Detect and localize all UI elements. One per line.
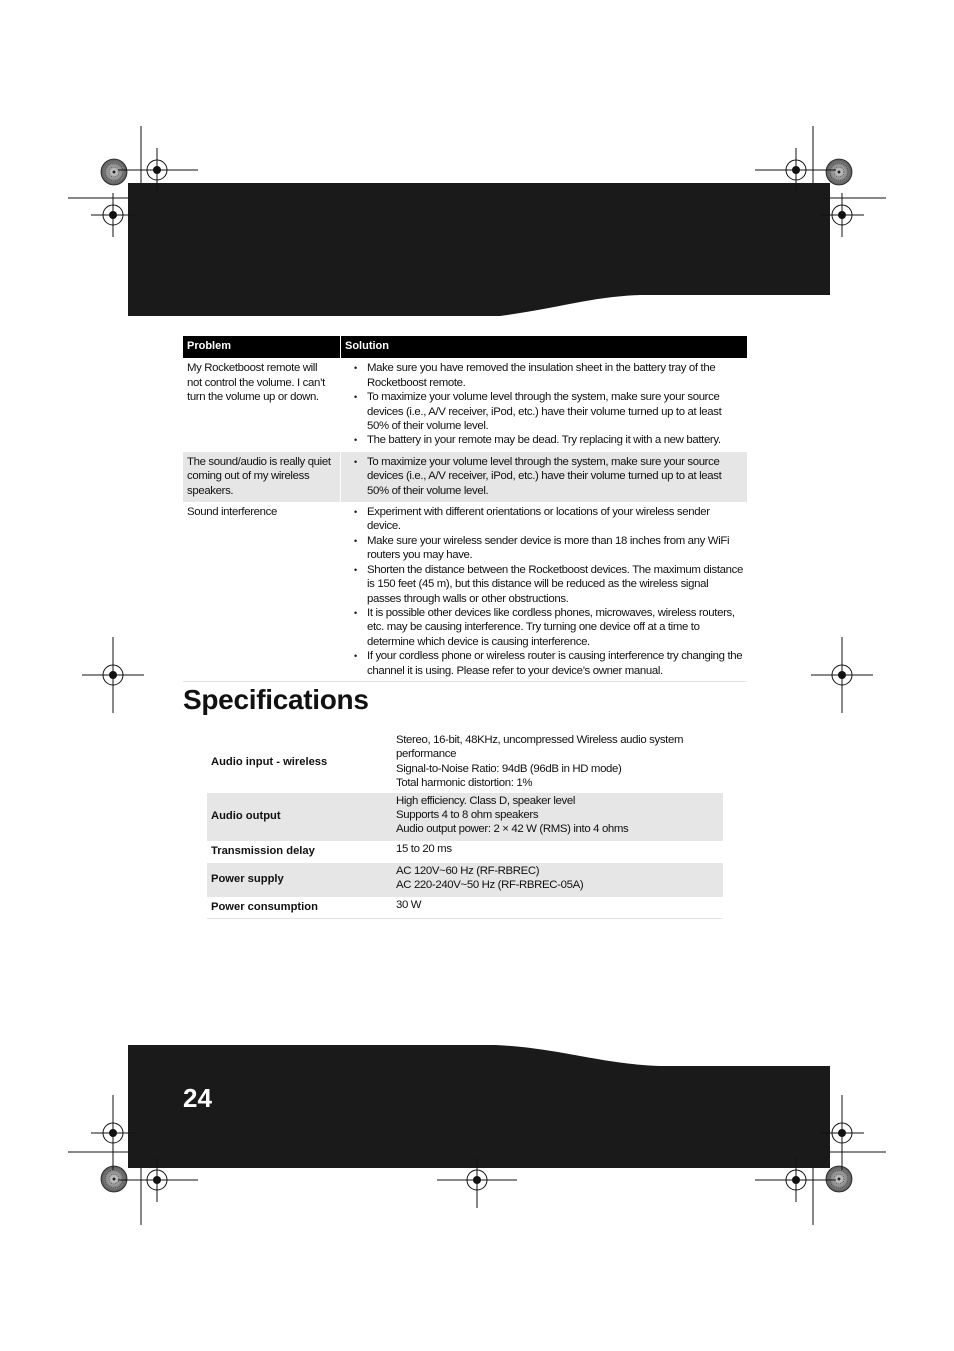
spec-value — [388, 841, 723, 863]
list-item: • Make sure you have removed the insulation sheet in the battery tray of the Rocketboost remote. — [367, 361, 745, 390]
solution-list — [345, 505, 745, 678]
spec-value-line: Total harmonic distortion: 1% — [396, 777, 533, 790]
spec-value-line: 30 W — [396, 898, 422, 911]
list-item: • If your cordless phone or wireless router is causing interference try changing the channel it is using. Please refer to your device’s owner manual. — [367, 649, 745, 678]
problem-cell: Sound interference — [183, 502, 341, 681]
list-item: • The battery in your remote may be dead. Try replacing it with a new battery. — [367, 433, 745, 447]
spec-value — [388, 863, 723, 897]
spec-value-line: Signal-to-Noise Ratio: 94dB (96dB in HD mode) — [396, 762, 622, 775]
table-row — [183, 358, 747, 451]
table-row — [207, 863, 723, 897]
spec-label: Power supply — [207, 863, 388, 897]
table-row — [207, 732, 723, 793]
spec-value-line: High efficiency. Class D, speaker level — [396, 794, 576, 807]
list-item: • Experiment with different orientations or locations of your wireless sender device. — [367, 505, 745, 534]
troubleshooting-table — [183, 336, 747, 682]
spec-value-line: Audio output power: 2 × 42 W (RMS) into 4 ohms — [396, 823, 629, 836]
table-row — [207, 897, 723, 919]
problem-cell: My Rocketboost remote will not control the volume. I can’t turn the volume up or down. — [187, 362, 325, 404]
table-row — [207, 841, 723, 863]
specifications-table — [207, 732, 723, 919]
problem-cell: The sound/audio is really quiet coming out of my wireless speakers. — [183, 452, 341, 502]
top-banner — [128, 183, 830, 316]
spec-value — [388, 732, 723, 793]
spec-label: Transmission delay — [211, 844, 315, 857]
spec-label: Power consumption — [207, 897, 388, 919]
troubleshooting-header-row — [183, 336, 747, 358]
problem-header: Problem — [183, 336, 341, 358]
table-row — [207, 793, 723, 841]
spec-label: Audio input - wireless — [211, 755, 328, 768]
page-number: 24 — [183, 1083, 212, 1113]
spec-value-line: AC 220-240V~50 Hz (RF-RBREC-05A) — [396, 879, 584, 892]
list-item: • Make sure your wireless sender device is more than 18 inches from any WiFi routers you may have. — [367, 534, 745, 563]
bottom-banner — [128, 1045, 830, 1168]
solution-cell — [341, 452, 748, 502]
spec-value-line: Stereo, 16-bit, 48KHz, uncompressed Wireless audio system performance — [396, 734, 684, 761]
spec-label: Audio output — [207, 793, 388, 841]
list-item: • To maximize your volume level through the system, make sure your source devices (i.e., A/V receiver, iPod, etc.) have their volume turned up to at least 50% of their volume level. — [367, 455, 745, 498]
spec-value-line: AC 120V~60 Hz (RF-RBREC) — [396, 864, 540, 877]
spec-value-line: 15 to 20 ms — [396, 842, 452, 855]
list-item: • To maximize your volume level through the system, make sure your source devices (i.e., A/V receiver, iPod, etc.) have their volume turned up to at least 50% of their volume level. — [367, 390, 745, 433]
spec-value — [388, 897, 723, 919]
spec-value — [388, 793, 723, 841]
list-item: • It is possible other devices like cordless phones, microwaves, wireless routers, etc. may be causing interference. Try turning one device off at a time to determine which device is causing interference. — [367, 606, 745, 649]
table-row — [183, 452, 747, 502]
solution-list — [345, 455, 745, 498]
solution-list — [345, 361, 745, 447]
solution-header: Solution — [341, 336, 748, 358]
spec-value-line: Supports 4 to 8 ohm speakers — [396, 809, 539, 822]
list-item: • Shorten the distance between the Rocketboost devices. The maximum distance is 150 feet (45 m), but this distance will be reduced as the wireless signal passes through walls or other obstructions. — [367, 563, 745, 606]
specifications-title: Specifications — [183, 684, 369, 715]
table-row — [183, 502, 747, 681]
solution-cell — [341, 358, 748, 451]
solution-cell — [341, 502, 748, 681]
